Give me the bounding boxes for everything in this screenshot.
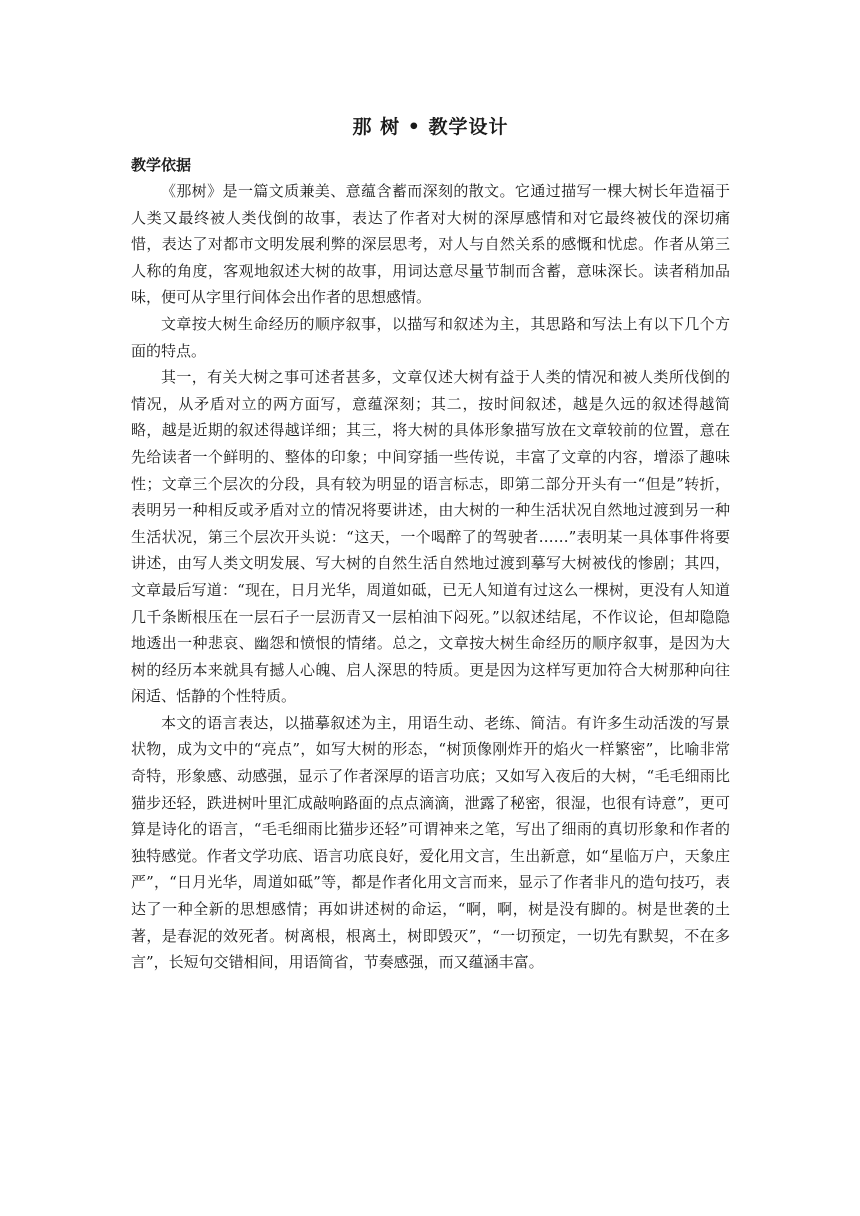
section-heading: 教学依据 [131,156,192,174]
paragraph-2: 文章按大树生命经历的顺序叙事，以描写和叙述为主，其思路和写法上有以下几个方面的特点。 [131,314,730,360]
document-page [131,113,730,976]
document-title: 那 树 • 教学设计 [352,116,509,138]
paragraph-1: 《那树》是一篇文质兼美、意蕴含蓄而深刻的散文。它通过描写一棵大树长年造福于人类又最终被人类伐倒的故事，表达了作者对大树的深厚感情和对它最终被伐的深切痛惜，表达了对都市文明发展利弊的深层思考，对人与自然关系的感慨和忧虑。作者从第三人称的角度，客观地叙述大树的故事，用词达意尽量节制而含蓄，意味深长。读者稍加品味，便可从字里行间体会出作者的思想感情。 [131,182,730,307]
paragraph-3: 其一，有关大树之事可述者甚多，文章仅述大树有益于人类的情况和被人类所伐倒的情况，从矛盾对立的两方面写，意蕴深刻；其二，按时间叙述，越是久远的叙述得越简略，越是近期的叙述得越详细；其三，将大树的具体形象描写放在文章较前的位置，意在先给读者一个鲜明的、整体的印象；中间穿插一些传说，丰富了文章的内容，增添了趣味性；文章三个层次的分段，具有较为明显的语言标志，即第二部分开头有一“但是”转折，表明另一种相反或矛盾对立的情况将要讲述，由大树的一种生活状况自然地过渡到另一种生活状况，第三个层次开头说：“这天，一个喝醉了的驾驶者……”表明某一具体事件将要讲述，由写人类文明发展、写大树的自然生活自然地过渡到摹写大树被伐的惨剧；其四，文章最后写道：“现在，日月光华，周道如砥，已无人知道有过这么一棵树，更没有人知道几千条断根压在一层石子一层沥青又一层柏油下闷死。”以叙述结尾，不作议论，但却隐隐地透出一种悲哀、幽怨和愤恨的情绪。总之，文章按大树生命经历的顺序叙事，是因为大树的经历本来就具有撼人心魄、启人深思的特质。更是因为这样写更加符合大树那种向往闲适、恬静的个性特质。 [131,368,730,706]
paragraph-4: 本文的语言表达，以描摹叙述为主，用语生动、老练、简洁。有许多生动活泼的写景状物，成为文中的“亮点”，如写大树的形态，“树顶像刚炸开的焰火一样繁密”，比喻非常奇特，形象感、动感强，显示了作者深厚的语言功底；又如写入夜后的大树，“毛毛细雨比猫步还轻，跌进树叶里汇成敲响路面的点点滴滴，泄露了秘密，很湿，也很有诗意”，更可算是诗化的语言，“毛毛细雨比猫步还轻”可谓神来之笔，写出了细雨的真切形象和作者的独特感觉。作者文学功底、语言功底良好，爱化用文言，生出新意，如“星临万户，天象庄严”，“日月光华，周道如砥”等，都是作者化用文言而来，显示了作者非凡的造句技巧，表达了一种全新的思想感情；再如讲述树的命运，“啊，啊，树是没有脚的。树是世袭的土著，是春泥的效死者。树离根，根离土，树即毁灭”，“一切预定，一切先有默契，不在多言”，长短句交错相间，用语简省，节奏感强，而又蕴涵丰富。 [131,713,730,972]
